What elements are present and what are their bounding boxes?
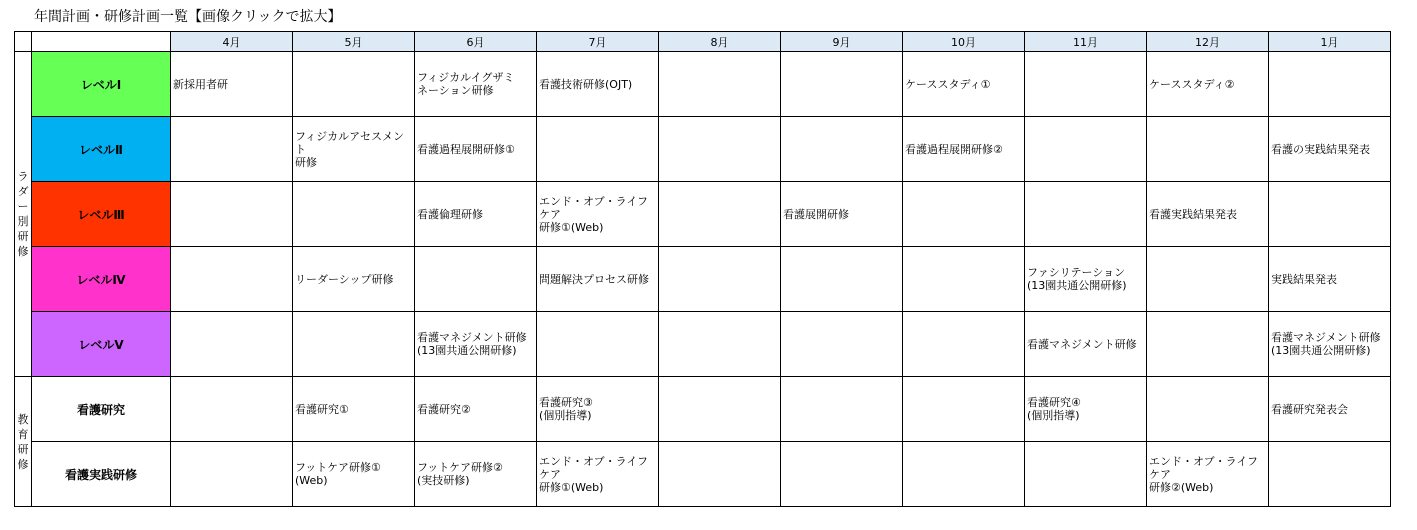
table-row <box>15 442 1391 507</box>
plan-cell: フィジカルアセスメント 研修 <box>293 117 415 182</box>
plan-cell <box>171 182 293 247</box>
plan-cell: 看護展開研修 <box>781 182 903 247</box>
row-label: 看護実践研修 <box>32 442 171 507</box>
plan-cell: 看護マネジメント研修 (13園共通公開研修) <box>1269 312 1391 377</box>
plan-cell: 問題解決プロセス研修 <box>537 247 659 312</box>
month-header-row <box>15 32 1391 52</box>
plan-cell: フットケア研修② (実技研修) <box>415 442 537 507</box>
plan-cell <box>903 377 1025 442</box>
plan-cell: 看護マネジメント研修 <box>1025 312 1147 377</box>
row-label: レベルⅢ <box>32 182 171 247</box>
plan-cell: 看護過程展開研修① <box>415 117 537 182</box>
plan-cell: 新採用者研 <box>171 52 293 117</box>
plan-cell <box>659 442 781 507</box>
plan-cell: 看護研究② <box>415 377 537 442</box>
plan-cell <box>1025 442 1147 507</box>
plan-cell <box>1147 247 1269 312</box>
plan-cell <box>171 247 293 312</box>
page-title[interactable]: 年間計画・研修計画一覧【画像クリックで拡大】 <box>34 9 342 25</box>
table-row <box>15 377 1391 442</box>
plan-cell <box>659 52 781 117</box>
corner-cell <box>32 32 171 52</box>
plan-cell <box>1025 182 1147 247</box>
plan-cell: フットケア研修① (Web) <box>293 442 415 507</box>
plan-cell: エンド・オブ・ライフケア 研修②(Web) <box>1147 442 1269 507</box>
plan-cell: エンド・オブ・ライフケア 研修①(Web) <box>537 442 659 507</box>
plan-cell <box>1269 442 1391 507</box>
training-plan-table <box>14 31 1391 507</box>
plan-cell: 看護研究③ (個別指導) <box>537 377 659 442</box>
plan-cell: 看護の実践結果発表 <box>1269 117 1391 182</box>
group-label-text: 教育研修 <box>17 412 29 471</box>
month-header: 7月 <box>537 32 659 52</box>
table-row <box>15 182 1391 247</box>
plan-cell: リーダーシップ研修 <box>293 247 415 312</box>
plan-cell <box>171 442 293 507</box>
plan-cell <box>659 117 781 182</box>
month-header: 1月 <box>1269 32 1391 52</box>
plan-cell <box>171 117 293 182</box>
plan-cell: ケーススタディ② <box>1147 52 1269 117</box>
plan-cell <box>903 182 1025 247</box>
plan-cell <box>659 182 781 247</box>
plan-cell <box>781 117 903 182</box>
month-header: 4月 <box>171 32 293 52</box>
plan-cell: 看護マネジメント研修 (13園共通公開研修) <box>415 312 537 377</box>
plan-cell <box>781 247 903 312</box>
plan-cell <box>415 247 537 312</box>
month-header: 5月 <box>293 32 415 52</box>
plan-cell <box>903 247 1025 312</box>
plan-cell <box>903 442 1025 507</box>
month-header: 9月 <box>781 32 903 52</box>
plan-cell <box>781 312 903 377</box>
plan-cell: 看護研究④ (個別指導) <box>1025 377 1147 442</box>
plan-cell <box>659 377 781 442</box>
month-header: 10月 <box>903 32 1025 52</box>
plan-cell <box>1025 117 1147 182</box>
table-row <box>15 117 1391 182</box>
table-row <box>15 312 1391 377</box>
plan-cell <box>659 247 781 312</box>
plan-cell <box>781 377 903 442</box>
plan-cell <box>537 312 659 377</box>
plan-cell: 看護過程展開研修② <box>903 117 1025 182</box>
plan-cell <box>1147 312 1269 377</box>
plan-cell <box>293 52 415 117</box>
plan-cell: 実践結果発表 <box>1269 247 1391 312</box>
plan-cell <box>171 312 293 377</box>
plan-cell <box>537 117 659 182</box>
corner-cell <box>15 32 32 52</box>
plan-cell: 看護倫理研修 <box>415 182 537 247</box>
plan-cell: 看護研究発表会 <box>1269 377 1391 442</box>
plan-cell: ファシリテーション (13園共通公開研修) <box>1025 247 1147 312</box>
row-label: レベルⅠ <box>32 52 171 117</box>
plan-cell: フィジカルイグザミ ネーション研修 <box>415 52 537 117</box>
group-label-text: ラダー別研修 <box>17 170 29 258</box>
month-header: 8月 <box>659 32 781 52</box>
month-header: 6月 <box>415 32 537 52</box>
plan-cell <box>781 442 903 507</box>
plan-cell: ケーススタディ① <box>903 52 1025 117</box>
month-header: 12月 <box>1147 32 1269 52</box>
row-label: レベルⅣ <box>32 247 171 312</box>
row-label: レベルⅡ <box>32 117 171 182</box>
table-row <box>15 52 1391 117</box>
plan-cell: 看護研究① <box>293 377 415 442</box>
plan-cell <box>1269 182 1391 247</box>
group-label-education <box>15 377 32 507</box>
plan-cell <box>903 312 1025 377</box>
plan-cell <box>293 182 415 247</box>
plan-cell: エンド・オブ・ライフケア 研修①(Web) <box>537 182 659 247</box>
row-label: レベルⅤ <box>32 312 171 377</box>
plan-cell: 看護実践結果発表 <box>1147 182 1269 247</box>
plan-cell <box>1269 52 1391 117</box>
table-row <box>15 247 1391 312</box>
plan-cell <box>1025 52 1147 117</box>
plan-cell <box>659 312 781 377</box>
plan-cell <box>1147 117 1269 182</box>
plan-cell: 看護技術研修(OJT) <box>537 52 659 117</box>
month-header: 11月 <box>1025 32 1147 52</box>
group-label-ladder <box>15 52 32 377</box>
row-label: 看護研究 <box>32 377 171 442</box>
plan-cell <box>781 52 903 117</box>
plan-cell <box>171 377 293 442</box>
plan-cell <box>293 312 415 377</box>
plan-cell <box>1147 377 1269 442</box>
